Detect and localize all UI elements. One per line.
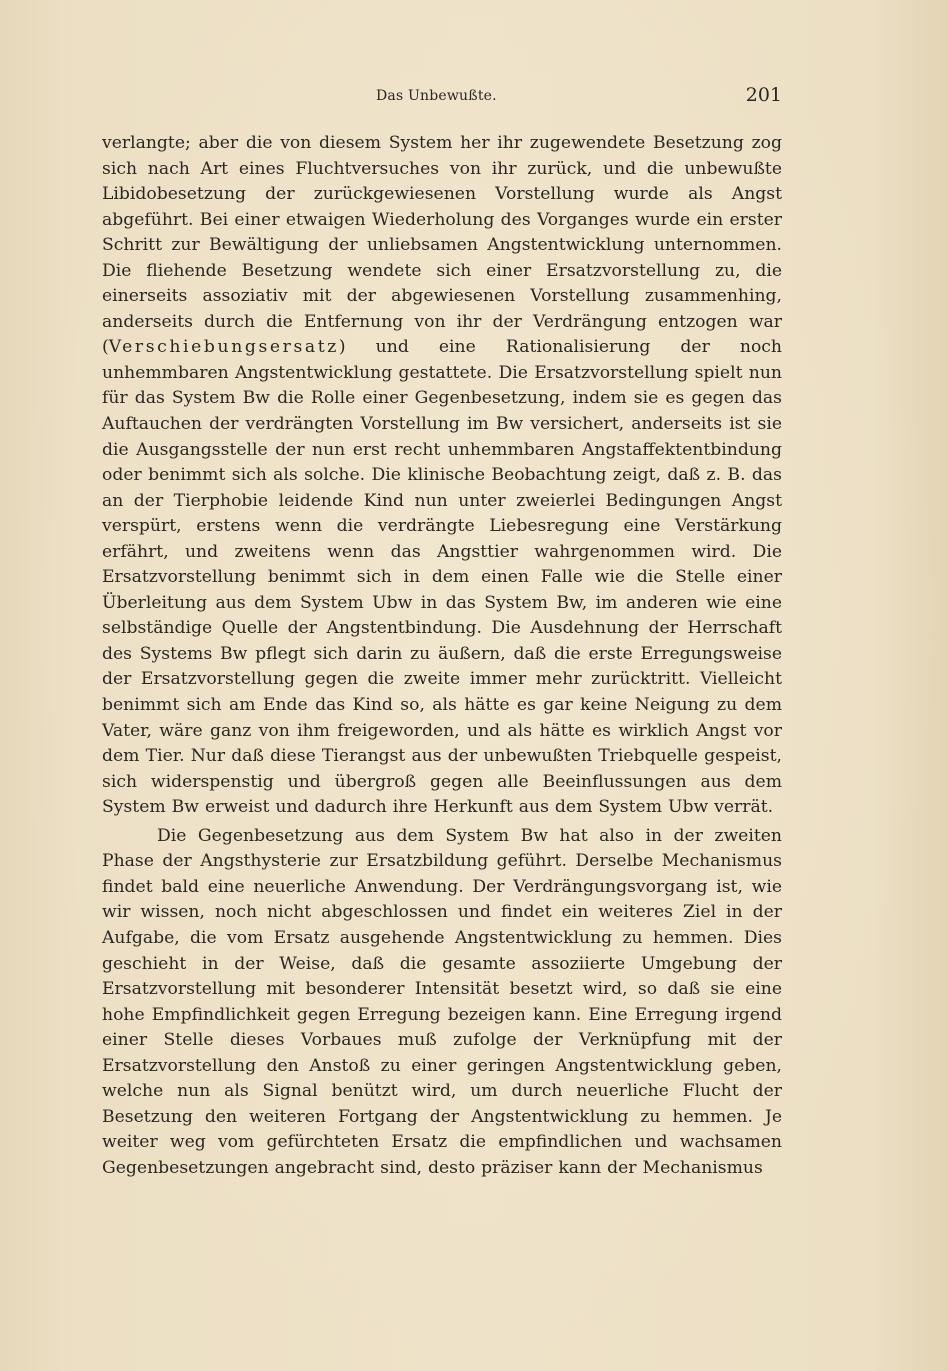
emphasized-term: Verschiebungsersatz (108, 337, 339, 358)
paragraph-1-text-b: ) und eine Rationalisierung der noch unhemmbaren Angstentwicklung gestattete. Die Ersatzvorstellung spielt nun für das System Bw die Rolle einer Gegenbesetzung, indem sie es gegen das Auftauchen der verdrängten Vorstellung im Bw versichert, anderseits ist sie die Ausgangsstelle der nun erst recht unhemmbaren Angstaffektentbindung oder benimmt sich als solche. Die klinische Beobachtung zeigt, daß z. B. das an der Tierphobie leidende Kind nun unter zweierlei Bedingungen Angst verspürt, erstens wenn die verdrängte Liebesregung eine Verstärkung erfährt, und zweitens wenn das Angsttier wahrgenommen wird. Die Ersatzvorstellung benimmt sich in dem einen Falle wie die Stelle einer Überleitung aus dem System Ubw in das System Bw, im anderen wie eine selbständige Quelle der Angstentbindung. Die Ausdehnung der Herrschaft des Systems Bw pflegt sich darin zu äußern, daß die erste Erregungsweise der Ersatzvorstellung gegen die zweite immer mehr zurücktritt. Vielleicht benimmt sich am Ende das Kind so, als hätte es gar keine Neigung zu dem Vater, wäre ganz von ihm freigeworden, und als hätte es wirklich Angst vor dem Tier. Nur daß diese Tierangst aus der unbewußten Triebquelle gespeist, sich widerspenstig und übergroß gegen alle Beeinflussungen aus dem System Bw erweist und dadurch ihre Herkunft aus dem System Ubw verrät. (102, 337, 782, 818)
page-number: 201 (745, 84, 782, 106)
paragraph-1-text-a: verlangte; aber die von diesem System her ihr zugewendete Besetzung zog sich nach Art eines Fluchtversuches von ihr zurück, und die unbewußte Libidobesetzung der zurückgewiesenen Vorstellung wurde als Angst abgeführt. Bei einer etwaigen Wiederholung des Vorganges wurde ein erster Schritt zur Bewältigung der unliebsamen Angstentwicklung unternommen. Die fliehende Besetzung wendete sich einer Ersatzvorstellung zu, die einerseits assoziativ mit der abgewiesenen Vorstellung zusammenhing, anderseits durch die Entfernung von ihr der Verdrängung entzogen war ( (102, 133, 782, 358)
running-title: Das Unbewußte. (376, 88, 497, 104)
paragraph-1 (102, 131, 782, 821)
paragraph-2: Die Gegenbesetzung aus dem System Bw hat also in der zweiten Phase der Angsthysterie zur Ersatzbildung geführt. Derselbe Mechanismus findet bald eine neuerliche Anwendung. Der Verdrängungsvorgang ist, wie wir wissen, noch nicht abgeschlossen und findet ein weiteres Ziel in der Aufgabe, die vom Ersatz ausgehende Angstentwicklung zu hemmen. Dies geschieht in der Weise, daß die gesamte assoziierte Umgebung der Ersatzvorstellung mit besonderer Intensität besetzt wird, so daß sie eine hohe Empfindlichkeit gegen Erregung bezeigen kann. Eine Erregung irgend einer Stelle dieses Vorbaues muß zufolge der Verknüpfung mit der Ersatzvorstellung den Anstoß zu einer geringen Angstentwicklung geben, welche nun als Signal benützt wird, um durch neuerliche Flucht der Besetzung den weiteren Fortgang der Angstentwicklung zu hemmen. Je weiter weg vom gefürchteten Ersatz die empfindlichen und wachsamen Gegenbesetzungen angebracht sind, desto präziser kann der Mechanismus (102, 825, 782, 1178)
page-header (100, 84, 782, 114)
body-text (102, 131, 782, 1181)
